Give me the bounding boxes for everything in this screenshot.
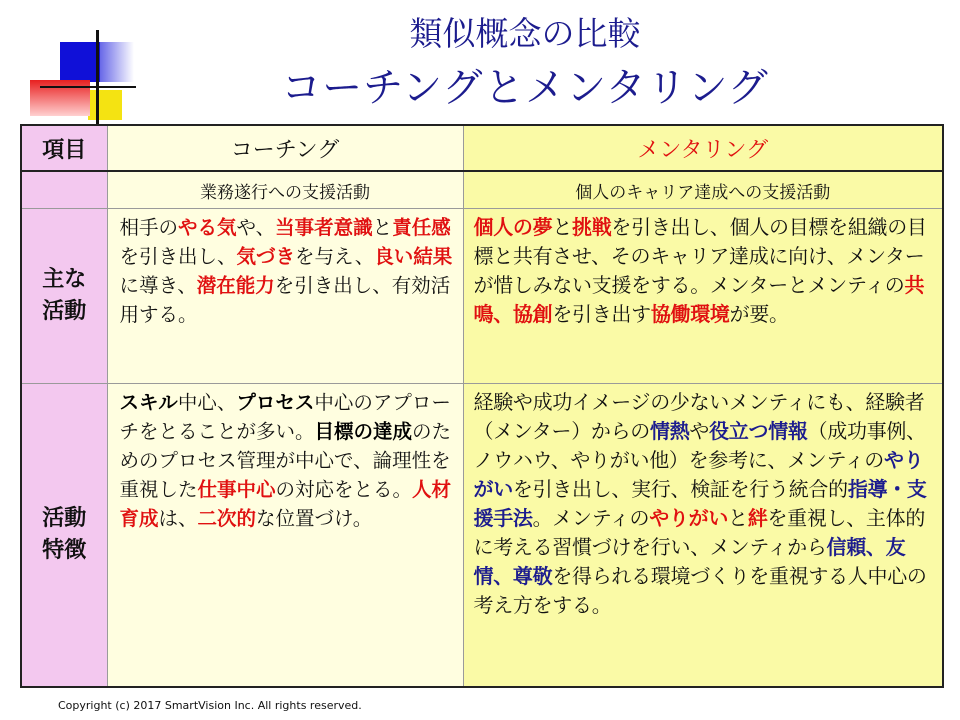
emphasis-text: 良い結果 <box>374 245 453 268</box>
emphasis-text: 個人の夢 <box>473 215 553 239</box>
body-text: のためのプロセス管理が中心で、論理性を重視した <box>119 420 452 501</box>
deco-yellow-square <box>88 90 122 120</box>
page-title-line1: 類似概念の比較 <box>409 14 641 53</box>
emphasis-text: 人材育成 <box>119 478 452 530</box>
emphasis-text: やりがい <box>649 506 729 530</box>
body-text: が要。 <box>729 302 789 326</box>
deco-vertical-line <box>96 30 99 124</box>
emphasis-text: スキル <box>119 391 178 414</box>
summary-label <box>21 171 107 209</box>
emphasis-text: 信頼、友情、尊敬 <box>473 535 906 588</box>
body-text: と <box>728 506 748 530</box>
emphasis-text: 役立つ情報 <box>709 419 808 443</box>
body-text: や、 <box>236 216 276 239</box>
header-mentoring: メンタリング <box>463 125 943 171</box>
emphasis-text: 気づき <box>236 245 296 268</box>
features-label <box>21 384 107 688</box>
emphasis-text: 責任感 <box>392 216 451 239</box>
emphasis-text: 共鳴、協創 <box>473 273 925 326</box>
body-text: 中心のアプローチをとることが多い。 <box>119 391 451 443</box>
body-text: を重視し、主体的に考える習慣づけを行い、メンティから <box>473 506 926 559</box>
activity-row <box>21 209 943 384</box>
body-text: は、 <box>158 507 198 530</box>
emphasis-text: 指導・支援手法 <box>473 477 927 530</box>
emphasis-text: 潜在能力 <box>196 274 275 297</box>
features-coaching-text <box>108 384 463 539</box>
activity-label-line2: 活動 <box>42 299 87 324</box>
body-text: な位置づけ。 <box>256 507 373 530</box>
body-text: の対応をとる。 <box>275 478 413 501</box>
summary-coaching: 業務遂行への支援活動 <box>107 171 463 209</box>
emphasis-text: 目標の達成 <box>314 420 413 443</box>
body-text: を引き出し、実行、検証を行う統合的 <box>512 477 848 501</box>
summary-mentoring: 個人のキャリア達成への支援活動 <box>463 171 943 209</box>
corner-decoration <box>0 0 140 124</box>
activity-coaching-text <box>108 209 463 335</box>
body-text: と <box>372 216 393 239</box>
body-text: を引き出し、個人の目標を組織の目標と共有させ、そのキャリア達成に向け、メンターが惜しみない支援をする。メンターとメンティの <box>473 215 927 297</box>
body-text: と <box>552 215 573 239</box>
activity-label <box>21 209 107 384</box>
activity-label-line1: 主な <box>42 267 87 292</box>
copyright-text: Copyright (c) 2017 SmartVision Inc. All rights reserved. <box>58 699 362 712</box>
emphasis-text: やりがい <box>473 448 924 501</box>
body-text: を引き出し、 <box>119 245 237 268</box>
deco-horizontal-line <box>40 86 136 88</box>
activity-mentoring-text <box>464 209 943 335</box>
deco-blue-gradient <box>100 42 134 82</box>
body-text: 経験や成功イメージの少ないメンティにも、経験者（メンター）からの <box>473 390 925 443</box>
body-text: を与え、 <box>295 245 375 268</box>
body-text: に導き、 <box>119 274 197 297</box>
features-row <box>21 384 943 688</box>
body-text: 中心、 <box>177 391 237 414</box>
features-label-line2: 特徴 <box>42 538 87 563</box>
body-text: や <box>689 419 710 443</box>
body-text: を得られる環境づくりを重視する人中心の考え方をする。 <box>473 564 927 617</box>
emphasis-text: 二次的 <box>197 507 257 530</box>
body-text: を引き出し、有効活用する。 <box>119 274 451 326</box>
deco-blue-square <box>60 42 100 82</box>
emphasis-text: 協働環境 <box>650 302 730 326</box>
header-row <box>21 125 943 171</box>
emphasis-text: 仕事中心 <box>197 478 276 501</box>
features-label-line1: 活動 <box>42 506 87 531</box>
body-text: 相手の <box>119 216 179 239</box>
body-text: （成功事例、ノウハウ、やりがい他）を参考に、メンティの <box>473 419 926 472</box>
emphasis-text: 当事者意識 <box>275 216 373 239</box>
body-text: を引き出す <box>552 302 651 326</box>
features-mentoring-text <box>464 384 943 626</box>
emphasis-text: 挑戦 <box>572 215 612 239</box>
comparison-table <box>20 124 944 688</box>
summary-row <box>21 171 943 209</box>
page-title-line2: コーチングとメンタリング <box>281 65 769 111</box>
emphasis-text: 絆 <box>747 506 768 530</box>
emphasis-text: 情熱 <box>650 419 690 443</box>
header-coaching: コーチング <box>107 125 463 171</box>
header-item: 項目 <box>21 125 107 171</box>
body-text: 。メンティの <box>532 506 650 530</box>
emphasis-text: プロセス <box>236 391 315 414</box>
emphasis-text: やる気 <box>178 216 237 239</box>
